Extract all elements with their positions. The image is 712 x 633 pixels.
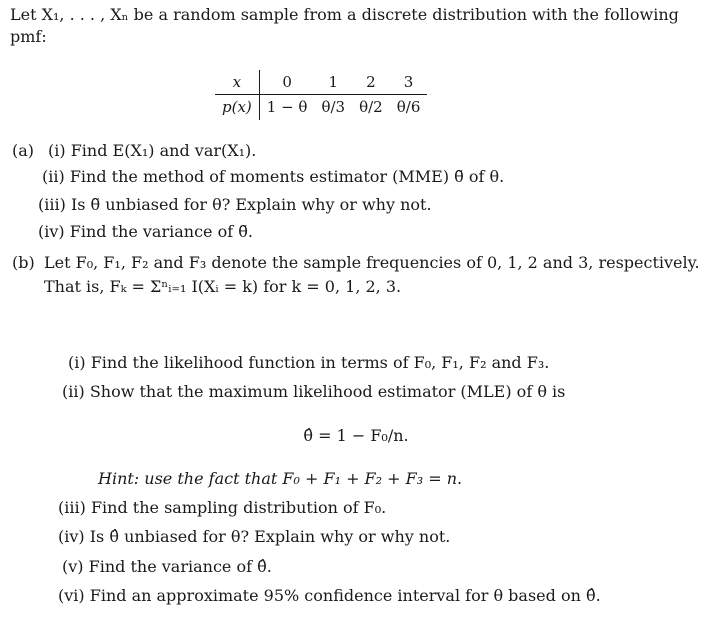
item-mark: (vi) xyxy=(58,586,85,605)
item-mark: (iv) xyxy=(58,527,85,546)
pmf-cell: 1 xyxy=(314,70,352,95)
item-mark: (v) xyxy=(62,557,84,576)
part-a-item-4 xyxy=(38,221,253,243)
part-b-item-6 xyxy=(58,585,601,607)
item-mark: (iv) xyxy=(38,222,65,241)
pmf-row-p xyxy=(215,95,427,120)
part-a-item-3 xyxy=(38,194,432,216)
item-mark: (ii) xyxy=(62,382,85,401)
part-a-item-2 xyxy=(42,166,504,188)
part-b-label: (b) xyxy=(12,253,35,272)
pmf-cell: 0 xyxy=(259,70,314,95)
part-b-item-4 xyxy=(58,526,450,548)
item-text: Find E(X₁) and var(X₁). xyxy=(70,141,257,160)
item-mark: (iii) xyxy=(58,498,86,517)
pmf-cell: θ/3 xyxy=(321,98,346,117)
item-text: Show that the maximum likelihood estimator (MLE) of θ is xyxy=(89,382,566,401)
part-b-item-2 xyxy=(62,381,565,403)
mle-formula: θ̂ = 1 − F₀/n. xyxy=(303,426,409,445)
pmf-row-p-label: p(x) xyxy=(215,95,259,120)
pmf-cell: θ/2 xyxy=(359,98,383,117)
pmf-table xyxy=(215,70,427,120)
hint-text: Hint: use the fact that F₀ + F₁ + F₂ + F₃ = n. xyxy=(98,469,463,488)
pmf-row-x xyxy=(215,70,427,95)
pmf-cell: θ/6 xyxy=(396,98,421,117)
item-mark: (i) xyxy=(68,353,86,372)
part-b-item-3 xyxy=(58,497,386,519)
item-text: Find the sampling distribution of F₀. xyxy=(90,498,387,517)
part-b-item-1 xyxy=(68,352,549,374)
pmf-cell: 2 xyxy=(352,70,390,95)
item-text: Find the method of moments estimator (MME) θ̃ of θ. xyxy=(69,167,505,186)
pmf-cell: 3 xyxy=(390,70,428,95)
item-text: Find the variance of θ̂. xyxy=(88,557,272,576)
item-text: Find the variance of θ̃. xyxy=(69,222,253,241)
pmf-table-container xyxy=(215,70,427,120)
intro-paragraph: Let X₁, . . . , Xₙ be a random sample from a discrete distribution with the following pmf: xyxy=(10,5,679,46)
item-mark: (iii) xyxy=(38,195,66,214)
item-mark: (i) xyxy=(48,141,66,160)
part-a-label: (a) xyxy=(12,141,35,160)
part-a-item-1 xyxy=(48,140,256,162)
item-text: Is θ̂ unbiased for θ? Explain why or why not. xyxy=(89,527,451,546)
part-b-line-1: Let F₀, F₁, F₂ and F₃ denote the sample frequencies of 0, 1, 2 and 3, respectively. xyxy=(44,253,700,272)
pmf-cell: 1 − θ xyxy=(266,98,308,117)
part-b-line-2: That is, Fₖ = Σⁿᵢ₌₁ I(Xᵢ = k) for k = 0, 1, 2, 3. xyxy=(44,277,402,296)
item-text: Find the likelihood function in terms of F₀, F₁, F₂ and F₃. xyxy=(90,353,550,372)
part-b-item-5 xyxy=(62,556,272,578)
item-text: Find an approximate 95% confidence interval for θ based on θ̂. xyxy=(89,586,601,605)
item-mark: (ii) xyxy=(42,167,65,186)
pmf-row-x-label: x xyxy=(215,70,259,95)
item-text: Is θ̃ unbiased for θ? Explain why or why not. xyxy=(70,195,432,214)
